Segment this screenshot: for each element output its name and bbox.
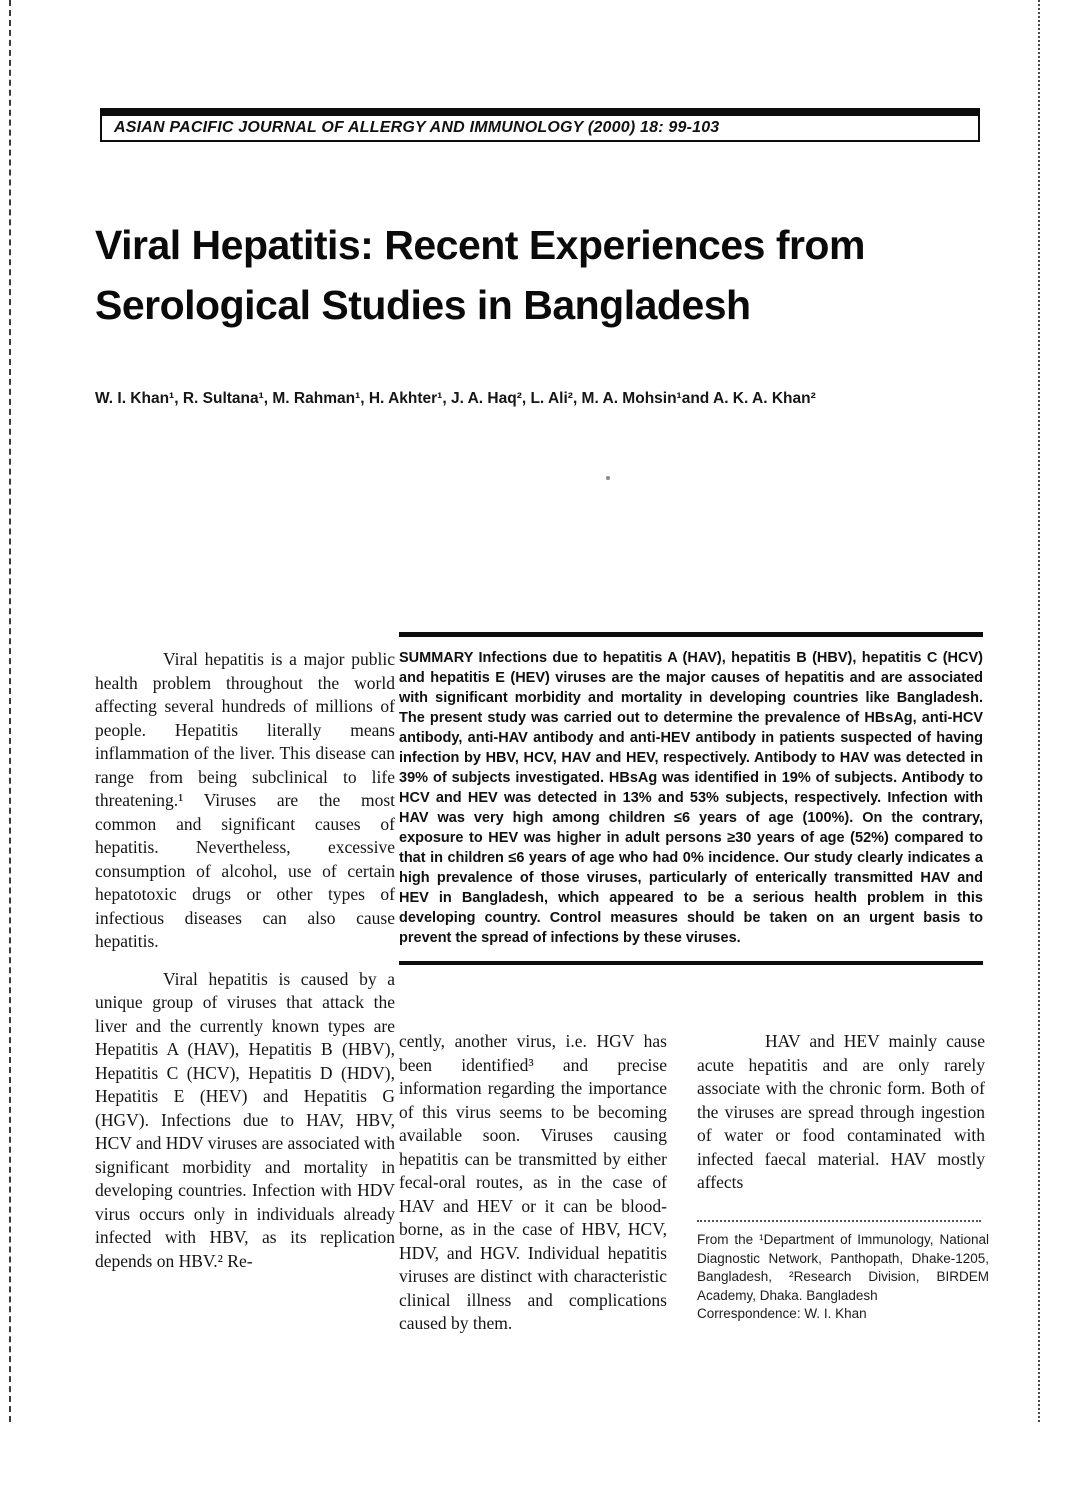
body-paragraph-continued: cently, another virus, i.e. HGV has been identified³ and precise information regarding the importance of this virus seems to be becoming available soon. Viruses causing hepatitis can be transmitted by either fecal-oral routes, as in the case of HAV and HEV or it can be blood-borne, as in the case of HBV, HCV, HDV, and HGV. Individual hepatitis viruses are distinct with characteristic clinical illness and complications caused by them. — [399, 1031, 667, 1333]
journal-header-box — [100, 108, 980, 142]
scan-speck-artifact — [606, 476, 610, 480]
paper-title — [95, 215, 995, 335]
authors-line: W. I. Khan¹, R. Sultana¹, M. Rahman¹, H. Akhter¹, J. A. Haq², L. Ali², M. A. Mohsin¹and A. K. A. Khan² — [95, 390, 816, 407]
paper-title-line-1: Viral Hepatitis: Recent Experiences from — [95, 222, 865, 268]
paper-title-line-2: Serological Studies in Bangladesh — [95, 282, 751, 328]
hav-hev-paragraph: HAV and HEV mainly cause acute hepatitis and are only rarely associate with the chronic form. Both of the viruses are spread through ingestion of water or food contaminated with infected faecal material. HAV mostly affects — [697, 1031, 985, 1192]
intro-paragraph-1: Viral hepatitis is a major public health problem throughout the world affecting several hundreds of millions of people. Hepatitis literally means inflammation of the liver. This disease can range from being subclinical to life threatening.¹ Viruses are the most common and significant causes of hepatitis. Nevertheless, excessive consumption of alcohol, use of certain hepatotoxic drugs or other types of infectious diseases can also cause hepatitis. — [95, 649, 395, 951]
left-column — [95, 648, 395, 1273]
summary-abstract-text: SUMMARY Infections due to hepatitis A (HAV), hepatitis B (HBV), hepatitis C (HCV) and hepatitis E (HEV) viruses are the major causes of hepatitis and are associated with significant morbidity and mortality in developing countries like Bangladesh. The present study was carried out to determine the prevalence of HBsAg, anti-HCV antibody, anti-HAV antibody and anti-HEV antibody in patients suspected of having infection by HBV, HCV, HAV and HEV, respectively. Antibody to HAV was detected in 39% of subjects investigated. HBsAg was identified in 19% of subjects. Antibody to HCV and HEV was detected in 13% and 53% subjects, respectively. Infection with HAV was very high among children ≤6 years of age (100%). On the contrary, exposure to HEV was higher in adult persons ≥30 years of age (52%) compared to that in children ≤6 years of age who had 0% incidence. Our study clearly indicates a high prevalence of those viruses, particularly of enterically transmitted HAV and HEV in Bangladesh, which appeared to be a serious health problem in this developing country. Control measures should be taken on an urgent basis to prevent the spread of infections by these viruses. — [399, 650, 983, 946]
correspondence-text: Correspondence: W. I. Khan — [697, 1306, 867, 1321]
right-column — [697, 1030, 985, 1195]
scan-artifact-left-edge — [9, 0, 11, 1422]
affiliation-text: From the ¹Department of Immunology, National Diagnostic Network, Panthopath, Dhake-1205, Bangladesh, ²Research Division, BIRDEM Academy, Dhaka. Bangladesh — [697, 1232, 989, 1303]
scan-artifact-right-edge — [1038, 0, 1040, 1422]
intro-paragraph-2: Viral hepatitis is caused by a unique group of viruses that attack the liver and the currently known types are Hepatitis A (HAV), Hepatitis B (HBV), Hepatitis C (HCV), Hepatitis D (HDV), Hepatitis E (HEV) and Hepatitis G (HGV). Infections due to HAV, HBV, HCV and HDV viruses are associated with significant morbidity and mortality in developing countries. Infection with HDV virus occurs only in individuals already infected with HBV, as its replication depends on HBV.² Re- — [95, 968, 395, 1271]
journal-header-text: ASIAN PACIFIC JOURNAL OF ALLERGY AND IMMUNOLOGY (2000) 18: 99-103 — [114, 119, 720, 136]
summary-bottom-rule — [399, 961, 983, 965]
middle-column — [399, 1030, 667, 1336]
summary-top-rule — [399, 632, 983, 637]
affiliation-footnote — [697, 1231, 989, 1324]
footnote-divider-rule — [697, 1220, 981, 1222]
summary-section — [399, 632, 983, 965]
